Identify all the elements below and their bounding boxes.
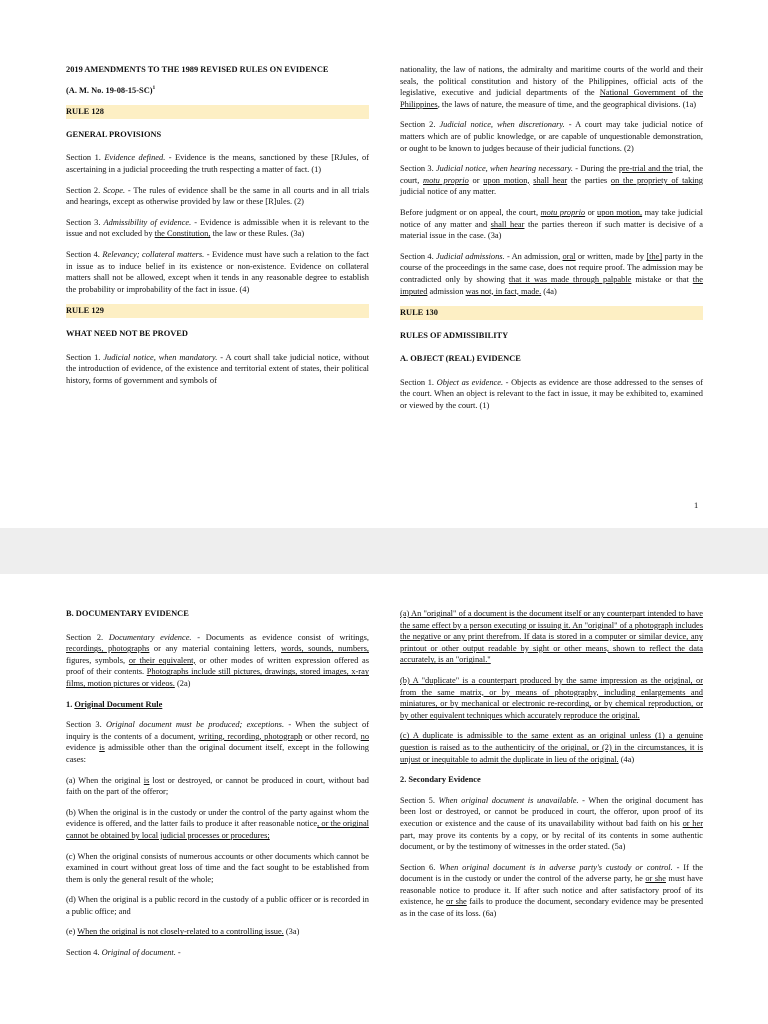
rule128-section-3: Section 3. Admissibility of evidence. - Evidence is admissible when it is relevant to the issue and not excluded by the Constitution, the law or these Rules. (3a) bbox=[66, 217, 370, 239]
page-separator bbox=[0, 528, 768, 574]
page2-right-column bbox=[400, 608, 703, 929]
rule129-section-1: Section 1. Judicial notice, when mandatory. - A court shall take judicial notice, without the introduction of evidence, of the existence and territorial extent of states, their political history, forms of government and symbols of bbox=[66, 352, 370, 385]
am-number: (A. M. No. 19-08-15-SC)$^1$ bbox=[66, 84, 156, 95]
rule129-section-3: Section 3. Judicial notice, when hearing necessary. - During the pre-trial and the trial, the court, motu proprio or upon motion, shall hear the parties on the propriety of taking judicial notice of any matter. bbox=[400, 164, 704, 197]
rule-128-heading: RULE 128 bbox=[66, 105, 369, 119]
rule128-section-1: Section 1. Evidence defined. - Evidence is the means, sanctioned by these [RJules, of ascertaining in a judicial proceeding the truth respecting a matter of fact. (1) bbox=[66, 153, 369, 174]
footnote-marker: 1 bbox=[152, 84, 156, 91]
exception-d: (d) When the original is a public record in the custody of a public officer or is recorded in a public office; and bbox=[66, 895, 369, 916]
page-number: 1 bbox=[694, 501, 699, 510]
secondary-evidence-heading: 2. Secondary Evidence bbox=[400, 775, 481, 785]
exception-a: (a) When the original is lost or destroyed, or cannot be produced in court, without bad faith on the part of the offeror; bbox=[66, 775, 369, 797]
original-document-rule-heading: 1. Original Document Rule bbox=[66, 699, 163, 709]
rule129-section-4: Section 4. Judicial admissions. - An admission, oral or written, made by [the] party in the course of the proceedings in the same case, does not require proof. The admission may be contradicted only by showing that it was made through palpable mistake or that the imputed admission was not, in fact, made. (4a) bbox=[400, 251, 704, 296]
rule128-section-4: Section 4. Relevancy; collateral matters. - Evidence must have such a relation to the fact in issue as to induce belief in its existence or non-existence. Evidence on collateral matters shall not be allowed, except when it tends in any reasonable degree to establish the probability or improbability of the fact in issue. (4) bbox=[66, 249, 369, 294]
what-need-not-be-proved-heading: WHAT NEED NOT BE PROVED bbox=[66, 328, 188, 338]
rule130-section-3: Section 3. Original document must be produced; exceptions. - When the subject of inquiry is the contents of a document, writing, recording, photograph or other record, no evidence is admissible other than the original document itself, except in the following cases: bbox=[66, 720, 369, 764]
duplicate-definition-b: (b) A "duplicate" is a counterpart produced by the same impression as the original, or from the same matrix, or by means of photography, including enlargements and miniatures, or by mechanical or electronic re-recording, or by chemical reproduction, or by other equivalent techniques which accurately reproduce the original. bbox=[400, 675, 703, 720]
rule130-section-5: Section 5. When original document is unavailable. - When the original document has been lost or destroyed, or cannot be produced in court, the offeror, upon proof of its execution or existence and the cause of its unavailability without bad faith on his or her part, may prove its contents by a copy, or by recital of its contents in some authentic document, or by the testimony of witnesses in the order stated. (5a) bbox=[400, 795, 704, 852]
page1-right-column bbox=[400, 64, 703, 421]
rule128-section-2: Section 2. Scope. - The rules of evidence shall be the same in all courts and in all trials and hearings, except as otherwise provided by law or these [R]ules. (2) bbox=[66, 185, 369, 207]
rule129-section-3-paragraph-2: Before judgment or on appeal, the court, motu proprio or upon motion, may take judicial notice of any matter and shall hear the parties thereon if such matter is decisive of a material issue in the case. (3a) bbox=[400, 207, 703, 241]
rule129-section-2: Section 2. Judicial notice, when discretionary. - A court may take judicial notice of matters which are of public knowledge, or are capable of unquestionable demonstration, or ought to be known to judges because of their judicial functions. (2) bbox=[400, 120, 704, 153]
exception-b: (b) When the original is in the custody or under the control of the party against whom the evidence is offered, and the latter fails to produce it after reasonable notice, or the original cannot be obtained by local judicial processes or procedures; bbox=[66, 807, 369, 840]
rule-130-heading: RULE 130 bbox=[400, 306, 703, 320]
general-provisions-heading: GENERAL PROVISIONS bbox=[66, 129, 162, 139]
documentary-evidence-heading: B. DOCUMENTARY EVIDENCE bbox=[66, 609, 189, 618]
duplicate-admissibility-c: (c) A duplicate is admissible to the same extent as an original unless (1) a genuine question is raised as to the authenticity of the original, or (2) in the circumstances, it is unjust or inequitable to admit the duplicate in lieu of the original. (4a) bbox=[400, 731, 703, 764]
exception-e: (e) When the original is not closely-related to a controlling issue. (3a) bbox=[66, 927, 300, 937]
page2-left-column bbox=[66, 608, 369, 968]
original-definition-a: (a) An "original" of a document is the document itself or any counterpart intended to have the same effect by a person executing or issuing it. An "original" of a photograph includes the negative or any print therefrom. If data is stored in a computer or similar device, any printout or other output readable by sight or other means, shown to reflect the data accurately, is an "original." bbox=[400, 609, 703, 665]
rule129-section-1-continued: nationality, the law of nations, the admiralty and maritime courts of the world and their seals, the political constitution and history of the Philippines, official acts of the legislative, executive and judicial departments of the National Government of the Philippines, the laws of nature, the measure of time, and the geographical divisions. (1a) bbox=[400, 65, 703, 109]
rule130-section-4: Section 4. Original of document. - bbox=[66, 948, 181, 958]
rule130-section-2: Section 2. Documentary evidence. - Documents as evidence consist of writings, recordings, photographs or any material containing letters, words, sounds, numbers, figures, symbols, or their equivalent, or other modes of written expression offered as proof of their contents. Photographs include still pictures, drawings, stored images, x-ray films, motion pictures or videos. (2a) bbox=[66, 632, 370, 688]
rule130-section-6: Section 6. When original document is in adverse party's custody or control. - If the document is in the custody or under the control of the adverse party, he or she must have reasonable notice to produce it. If after such notice and after satisfactory proof of its existence, he or she fails to produce the document, secondary evidence may be presented as in the case of its loss. (6a) bbox=[400, 862, 704, 919]
object-evidence-heading: A. OBJECT (REAL) EVIDENCE bbox=[400, 354, 521, 364]
exception-c: (c) When the original consists of numerous accounts or other documents which cannot be examined in court without great loss of time and the fact sought to be established from them is only the general result of the whole; bbox=[66, 851, 369, 884]
document-title: 2019 AMENDMENTS TO THE 1989 REVISED RULES ON EVIDENCE bbox=[66, 65, 329, 74]
document-page-2 bbox=[0, 574, 768, 1024]
rule130-section-1: Section 1. Object as evidence. - Objects as evidence are those addressed to the senses of the court. When an object is relevant to the fact in issue, it may be exhibited to, examined or viewed by the court. (1) bbox=[400, 377, 704, 411]
page1-left-column bbox=[66, 64, 369, 395]
rules-of-admissibility-heading: RULES OF ADMISSIBILITY bbox=[400, 330, 509, 340]
rule-129-heading: RULE 129 bbox=[66, 304, 369, 318]
